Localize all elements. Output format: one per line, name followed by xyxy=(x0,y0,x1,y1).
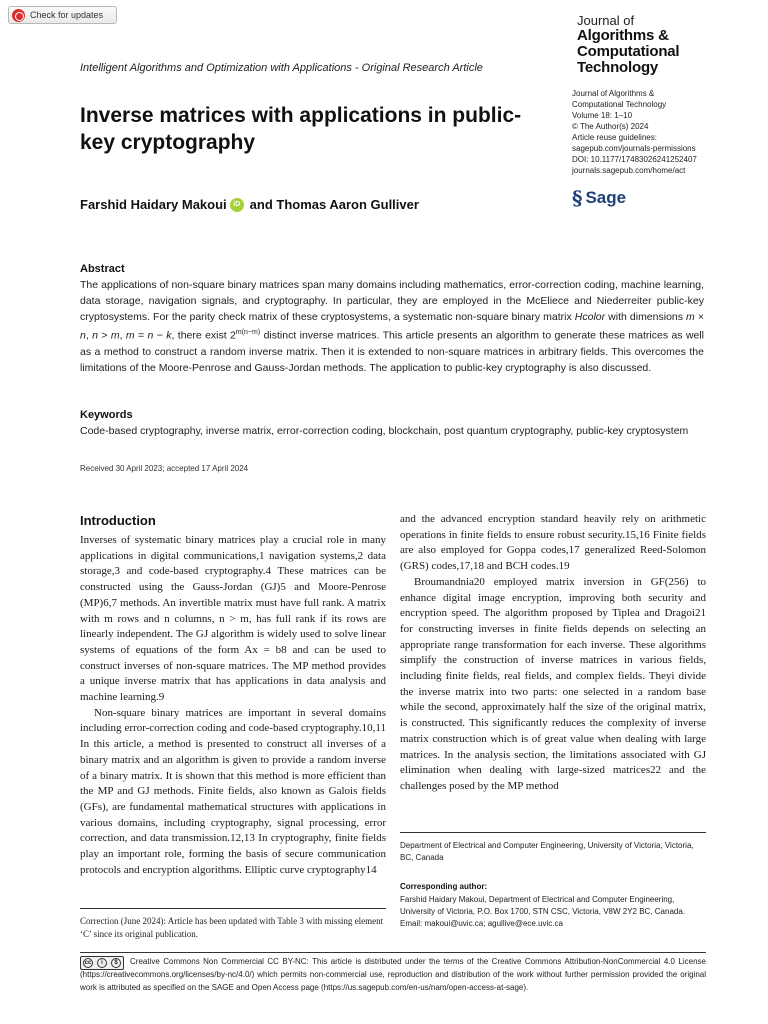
author-second: and Thomas Aaron Gulliver xyxy=(249,197,419,212)
article-title: Inverse matrices with applications in public-key cryptography xyxy=(80,104,522,154)
update-icon xyxy=(12,9,25,22)
paragraph: Non-square binary matrices are important in several domains including error-correction coding and code-based cryptography.10,11 In this article, a method is presented to construct all inverses of a binary matrix and an algorithm is given to provide a random inverse of a binary matrix. It is shown that this method is more efficient than the MP and GJ methods. Finite fields, also known as Galois fields (GFs), are fundamental mathematical structures with applications in various domains, including cryptography, signal processing, error correction, and data transmission.12,13 In cryptography, finite fields play an important role, forming the basis of secure communication protocols and encryption algorithms. Elliptic curve cryptography14 xyxy=(80,706,386,876)
license-text: Creative Commons Non Commercial CC BY-NC: This article is distributed under the terms of the Creative Commons Attribution-NonCommercial 4.0 License (https://creativecommons.org/licenses/by-nc/4.0/) which permits non-commercial use, reproduction and distribution of the work without further permission provided the original work is attributed as specified on the SAGE and Open Access page (https://us.sagepub.com/en-us/nam/open-access-at-sage). xyxy=(80,957,706,992)
check-for-updates-label: Check for updates xyxy=(30,10,104,20)
paragraph: and the advanced encryption standard heavily rely on arithmetic operations in finite fields to ensure robust security.15,16 Finite fields are also employed for Goppa codes,17 generalized Reed-Solomon (GRS) codes,17,18 and BCH codes.19 xyxy=(400,513,706,573)
meta-line: Journal of Algorithms & xyxy=(572,89,655,98)
orcid-icon[interactable]: iD xyxy=(230,198,244,212)
check-for-updates-button[interactable] xyxy=(8,6,117,24)
introduction-heading: Introduction xyxy=(80,513,156,528)
meta-link-journal[interactable]: journals.sagepub.com/home/act xyxy=(572,166,686,175)
keywords-text: Code-based cryptography, inverse matrix, error-correction coding, blockchain, post quantum cryptography, public-key cryptosystem xyxy=(80,425,689,437)
journal-logo-line3: Computational xyxy=(577,43,680,60)
corresponding-author-heading: Corresponding author: xyxy=(400,882,488,891)
article-section: Intelligent Algorithms and Optimization with Applications - Original Research Article xyxy=(80,62,483,74)
keywords-heading: Keywords xyxy=(80,409,133,421)
journal-logo-line2: Algorithms & xyxy=(577,27,669,44)
corresponding-author-text: Farshid Haidary Makoui, Department of Electrical and Computer Engineering, University of Victoria, P.O. Box 1700, STN CSC, Victoria, V8W 2Y2 BC, Canada. xyxy=(400,895,686,916)
divider xyxy=(80,908,386,909)
corresponding-author xyxy=(400,894,706,930)
introduction-left-column xyxy=(80,533,386,878)
correction-note: Correction (June 2024): Article has been updated with Table 3 with missing element ‘C’ since its original publication. xyxy=(80,916,384,939)
meta-link-permissions[interactable]: sagepub.com/journals-permissions xyxy=(572,144,696,153)
affiliation: Department of Electrical and Computer Engineering, University of Victoria, Victoria, BC, Canada xyxy=(400,841,694,862)
author-first: Farshid Haidary Makoui xyxy=(80,197,227,212)
meta-line: Volume 18: 1–10 xyxy=(572,111,633,120)
sage-icon: § xyxy=(572,186,583,210)
abstract-text: The applications of non-square binary matrices span many domains including mathematics, error-correction coding, machine learning, data storage, navigation signals, and cryptography. In particular, they are employed in the McEliece and Niederreiter public-key cryptosystems. For the parity check matrix of these cryptosystems, a systematic non-square binary matrix Hcolor with dimensions m × n, n > m, m = n − k, there exist $2^{m(n-m)}$ distinct inverse matrices. This article presents an algorithm to generate these matrices as well as a method to construct a random inverse matrix. Then it is extended to non-square matrices in arbitrary fields. This overcomes the limitations of the Moore-Penrose and Gauss-Jordan methods. The application to public-key cryptography is also discussed. xyxy=(80,279,705,374)
meta-line: Computational Technology xyxy=(572,100,667,109)
journal-logo-line4: Technology xyxy=(577,59,659,76)
journal-logo xyxy=(577,14,747,75)
meta-line: Article reuse guidelines: xyxy=(572,133,657,142)
introduction-right-column xyxy=(400,512,706,795)
journal-meta xyxy=(572,88,752,176)
cc-icon: cc xyxy=(84,960,92,966)
meta-line: © The Author(s) 2024 xyxy=(572,122,649,131)
author-line xyxy=(80,197,419,212)
paragraph: Inverses of systematic binary matrices play a crucial role in many applications in digital communications,1 navigation systems,2 data storage,3 and code-based cryptography.4 These matrices can be constructed using the Gauss-Jordan (GJ)5 and Moore-Penrose (MP)6,7 methods. An invertible matrix must have full rank. A matrix with m rows and n columns, n > m, has full rank if its rows are linearly independent. The GJ algorithm is widely used to solve linear systems of equations of the form Ax = b8 and can be used to construct inverses of non-square matrices. The MP method provides a unique inverse matrix that has applications in data analysis and machine learning.9 xyxy=(80,534,386,704)
meta-doi[interactable]: DOI: 10.1177/17483026241252407 xyxy=(572,155,697,164)
paragraph: Broumandnia20 employed matrix inversion in GF(256) to enhance digital image encryption, improving both security and encryption speed. The algorithm proposed by Tiplea and Dragoi21 for constructing inverses in finite fields depends on selecting an appropriate range transformation for each inverse. These algorithms simplify the construction of inverse matrices in various fields, including finite fields, real fields, and complex fields. Theyi divide the inverse matrix into two parts: one selected in a random base while the second, approximately half the size of the original matrix, is constructed. This significantly reduces the complexity of inverse matrix construction which is of great value when dealing with large matrices. In the analysis section, the limitations associated with GJ elimination when dealing with large-sized matrices22 and the challenges posed by the MP method xyxy=(400,575,706,792)
by-icon: i xyxy=(97,958,107,968)
nc-icon: $ xyxy=(111,958,121,968)
abstract-heading: Abstract xyxy=(80,263,125,275)
publisher-logo xyxy=(572,186,626,210)
corresponding-author-email[interactable]: Email: makoui@uvic.ca; agullive@ece.uvic.ca xyxy=(400,919,563,928)
divider xyxy=(80,952,706,953)
received-date: Received 30 April 2023; accepted 17 April 2024 xyxy=(80,464,249,473)
publisher-name: Sage xyxy=(585,188,627,207)
divider xyxy=(400,832,706,833)
journal-logo-line1: Journal of xyxy=(577,13,635,28)
